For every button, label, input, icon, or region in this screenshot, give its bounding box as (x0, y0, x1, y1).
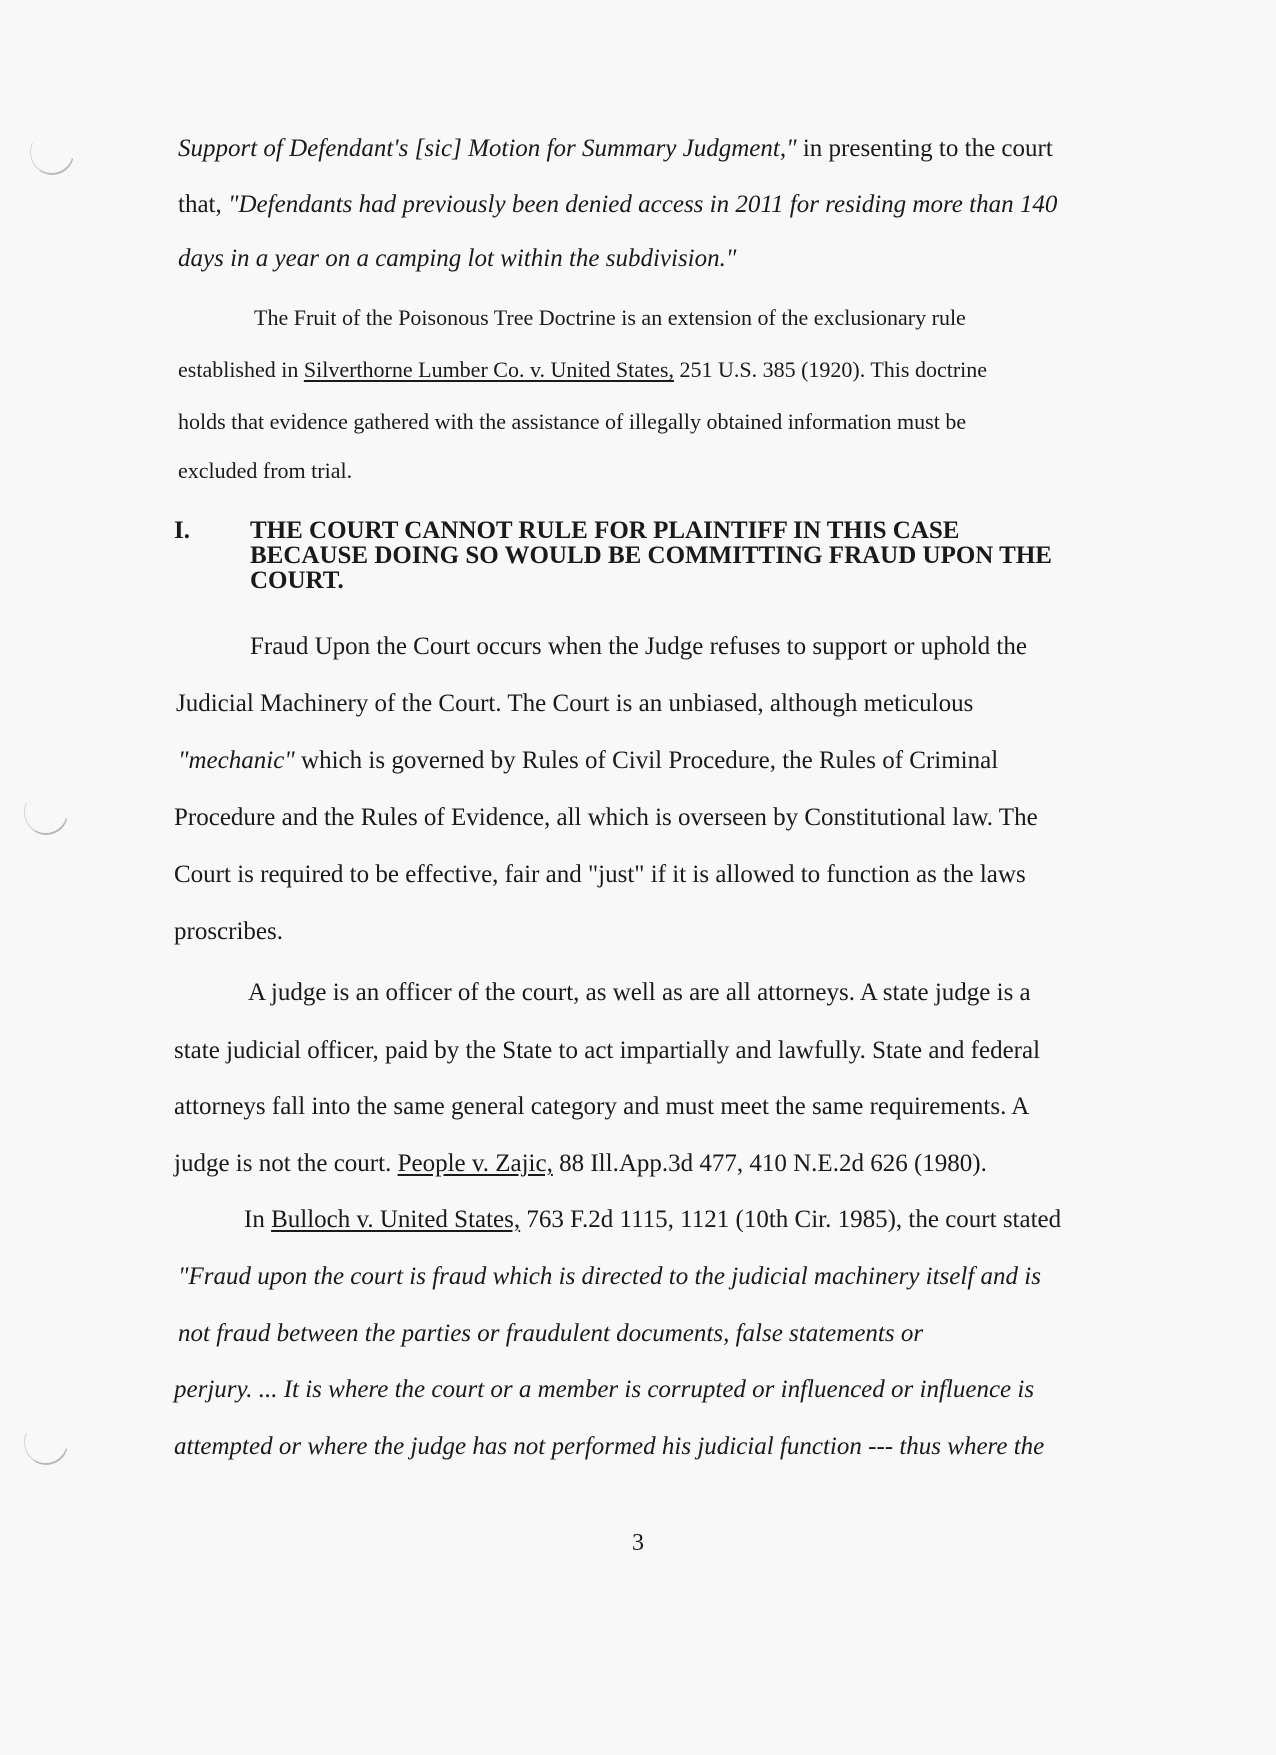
punch-hole-bottom (18, 1414, 75, 1471)
case-citation-silverthorne: Silverthorne Lumber Co. v. United States, (303, 357, 674, 382)
para3-line2: Judicial Machinery of the Court. The Court is an unbiased, although meticulous (176, 690, 974, 717)
para3-line1: Fraud Upon the Court occurs when the Judge refuses to support or uphold the (250, 633, 1027, 660)
case-citation-bulloch: Bulloch v. United States, (271, 1206, 521, 1233)
punch-hole-middle (18, 784, 75, 841)
para3-line6: proscribes. (174, 918, 283, 945)
case-citation-zajic: People v. Zajic, (397, 1150, 553, 1177)
para5-line3: not fraud between the parties or fraudulent documents, false statements or (178, 1320, 924, 1347)
para1-line3: days in a year on a camping lot within the subdivision." (178, 245, 737, 272)
para2-line2: established in Silverthorne Lumber Co. v. United States, 251 U.S. 385 (1920). This doctrine (178, 357, 988, 382)
para2-line1: The Fruit of the Poisonous Tree Doctrine is an extension of the exclusionary rule (254, 305, 966, 330)
heading-number: I. (174, 517, 190, 544)
para2-line4: excluded from trial. (178, 458, 353, 483)
para1-line1: Support of Defendant's [sic] Motion for Summary Judgment," in presenting to the court (178, 135, 1053, 162)
page-number: 3 (632, 1530, 644, 1556)
para5-line1: In Bulloch v. United States, 763 F.2d 1115, 1121 (10th Cir. 1985), the court stated (244, 1206, 1062, 1233)
para4-line4: judge is not the court. People v. Zajic, 88 Ill.App.3d 477, 410 N.E.2d 626 (1980). (174, 1150, 987, 1177)
para4-line1: A judge is an officer of the court, as well as are all attorneys. A state judge is a (248, 979, 1031, 1006)
para3-line5: Court is required to be effective, fair and "just" if it is allowed to function as the laws (174, 861, 1026, 888)
para1-line2: that, "Defendants had previously been denied access in 2011 for residing more than 140 (178, 191, 1058, 218)
para4-line2: state judicial officer, paid by the State to act impartially and lawfully. State and federal (174, 1037, 1041, 1064)
para5-line5: attempted or where the judge has not performed his judicial function --- thus where the (174, 1433, 1045, 1460)
punch-hole-top (24, 124, 81, 181)
para4-line3: attorneys fall into the same general category and must meet the same requirements. A (174, 1093, 1030, 1120)
section-heading (174, 518, 1074, 598)
para2-line3: holds that evidence gathered with the assistance of illegally obtained information must be (178, 409, 967, 434)
para5-line4: perjury. ... It is where the court or a member is corrupted or influenced or influence is (174, 1376, 1035, 1403)
para3-line3: "mechanic" which is governed by Rules of Civil Procedure, the Rules of Criminal (178, 747, 999, 774)
heading-text: THE COURT CANNOT RULE FOR PLAINTIFF IN THIS CASE BECAUSE DOING SO WOULD BE COMMITTING FRAUD UPON THE COURT. (250, 517, 1052, 594)
para5-line2: "Fraud upon the court is fraud which is directed to the judicial machinery itself and is (178, 1263, 1041, 1290)
para3-line4: Procedure and the Rules of Evidence, all which is overseen by Constitutional law. The (174, 804, 1038, 831)
